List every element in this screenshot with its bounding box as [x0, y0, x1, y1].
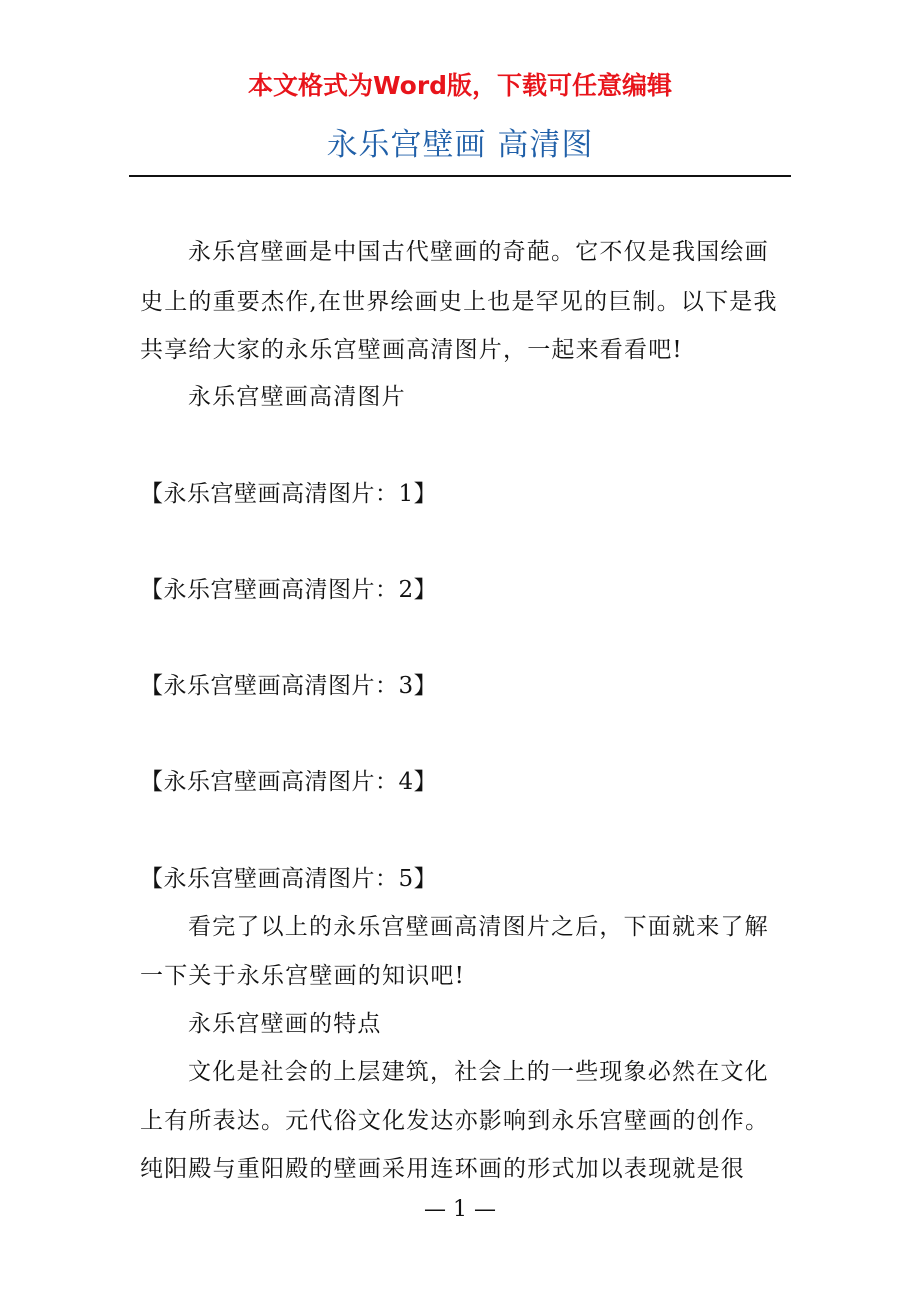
features-line-2: 上有所表达。元代俗文化发达亦影响到永乐宫壁画的创作。: [140, 1108, 770, 1134]
document-title: 永乐宫壁画 高清图: [326, 127, 594, 163]
page-number: — 1 —: [424, 1197, 496, 1222]
transition-line-2: 一下关于永乐宫壁画的知识吧!: [140, 963, 466, 989]
intro-line-1: 永乐宫壁画是中国古代壁画的奇葩。它不仅是我国绘画: [188, 239, 769, 265]
title-divider: [129, 175, 791, 177]
section-heading: 永乐宫壁画高清图片: [188, 384, 406, 410]
intro-line-3: 共享给大家的永乐宫壁画高清图片，一起来看看吧!: [140, 337, 683, 363]
image-caption-5: 【永乐宫壁画高清图片：5】: [140, 866, 438, 892]
features-line-3: 纯阳殿与重阳殿的壁画采用连环画的形式加以表现就是很: [140, 1156, 745, 1182]
image-caption-3: 【永乐宫壁画高清图片：3】: [140, 673, 438, 699]
image-caption-4: 【永乐宫壁画高清图片：4】: [140, 769, 438, 795]
features-heading: 永乐宫壁画的特点: [188, 1011, 382, 1037]
image-caption-2: 【永乐宫壁画高清图片：2】: [140, 577, 438, 603]
transition-line-1: 看完了以上的永乐宫壁画高清图片之后，下面就来了解: [188, 914, 769, 940]
features-line-1: 文化是社会的上层建筑，社会上的一些现象必然在文化: [188, 1059, 769, 1085]
intro-line-2: 史上的重要杰作,在世界绘画史上也是罕见的巨制。以下是我: [140, 289, 778, 315]
image-caption-1: 【永乐宫壁画高清图片：1】: [140, 481, 438, 507]
format-notice: 本文格式为Word版，下载可任意编辑: [247, 71, 673, 100]
